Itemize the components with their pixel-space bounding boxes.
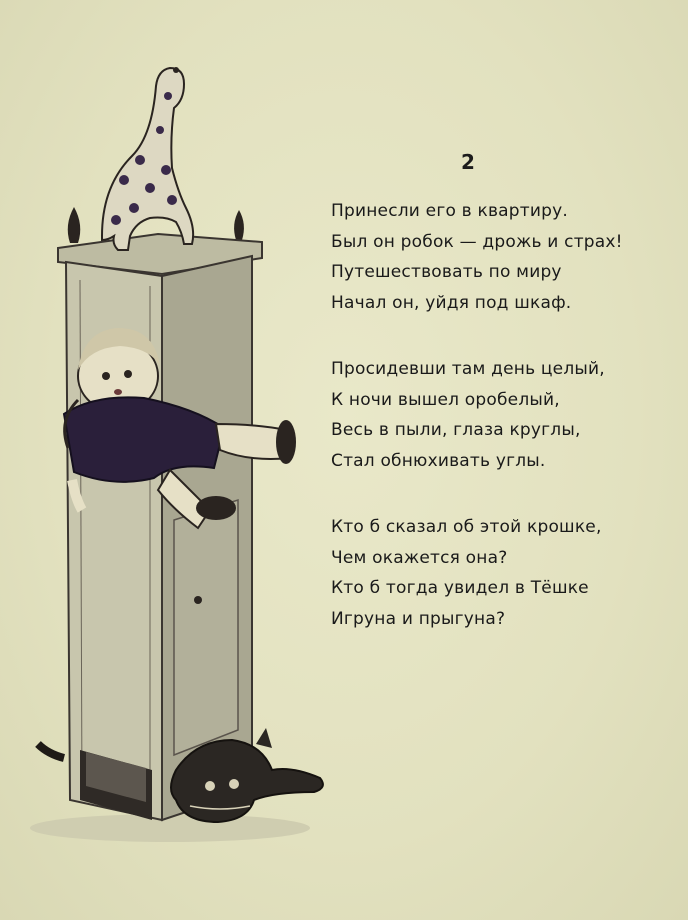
poem-line: Чем окажется она?	[331, 547, 508, 568]
poem-line: Стал обнюхивать углы.	[331, 450, 546, 471]
poem-line: Кто б сказал об этой крошке,	[331, 517, 602, 537]
poem-stanza-1	[331, 196, 671, 318]
poem-line: Весь в пыли, глаза круглы,	[331, 420, 581, 440]
poem-stanza-3	[331, 512, 671, 634]
illustration-cabinet-doll-kitten	[20, 30, 340, 860]
poem-stanza-2	[331, 354, 671, 476]
poem-line: Принесли его в квартиру.	[331, 201, 568, 221]
poem-line: Игруна и прыгуна?	[331, 608, 506, 629]
poem-line: К ночи вышел оробелый,	[331, 389, 560, 410]
giraffe-toy-graphic	[102, 67, 193, 250]
poem-line: Путешествовать по миру	[331, 262, 562, 282]
poem-line: Начал он, уйдя под шкаф.	[331, 292, 572, 313]
poem-line: Кто б тогда увидел в Тёшке	[331, 578, 589, 598]
page-number: 2	[461, 150, 475, 174]
poem-line: Был он робок — дрожь и страх!	[331, 231, 623, 252]
poem-line: Просидевши там день целый,	[331, 359, 605, 379]
